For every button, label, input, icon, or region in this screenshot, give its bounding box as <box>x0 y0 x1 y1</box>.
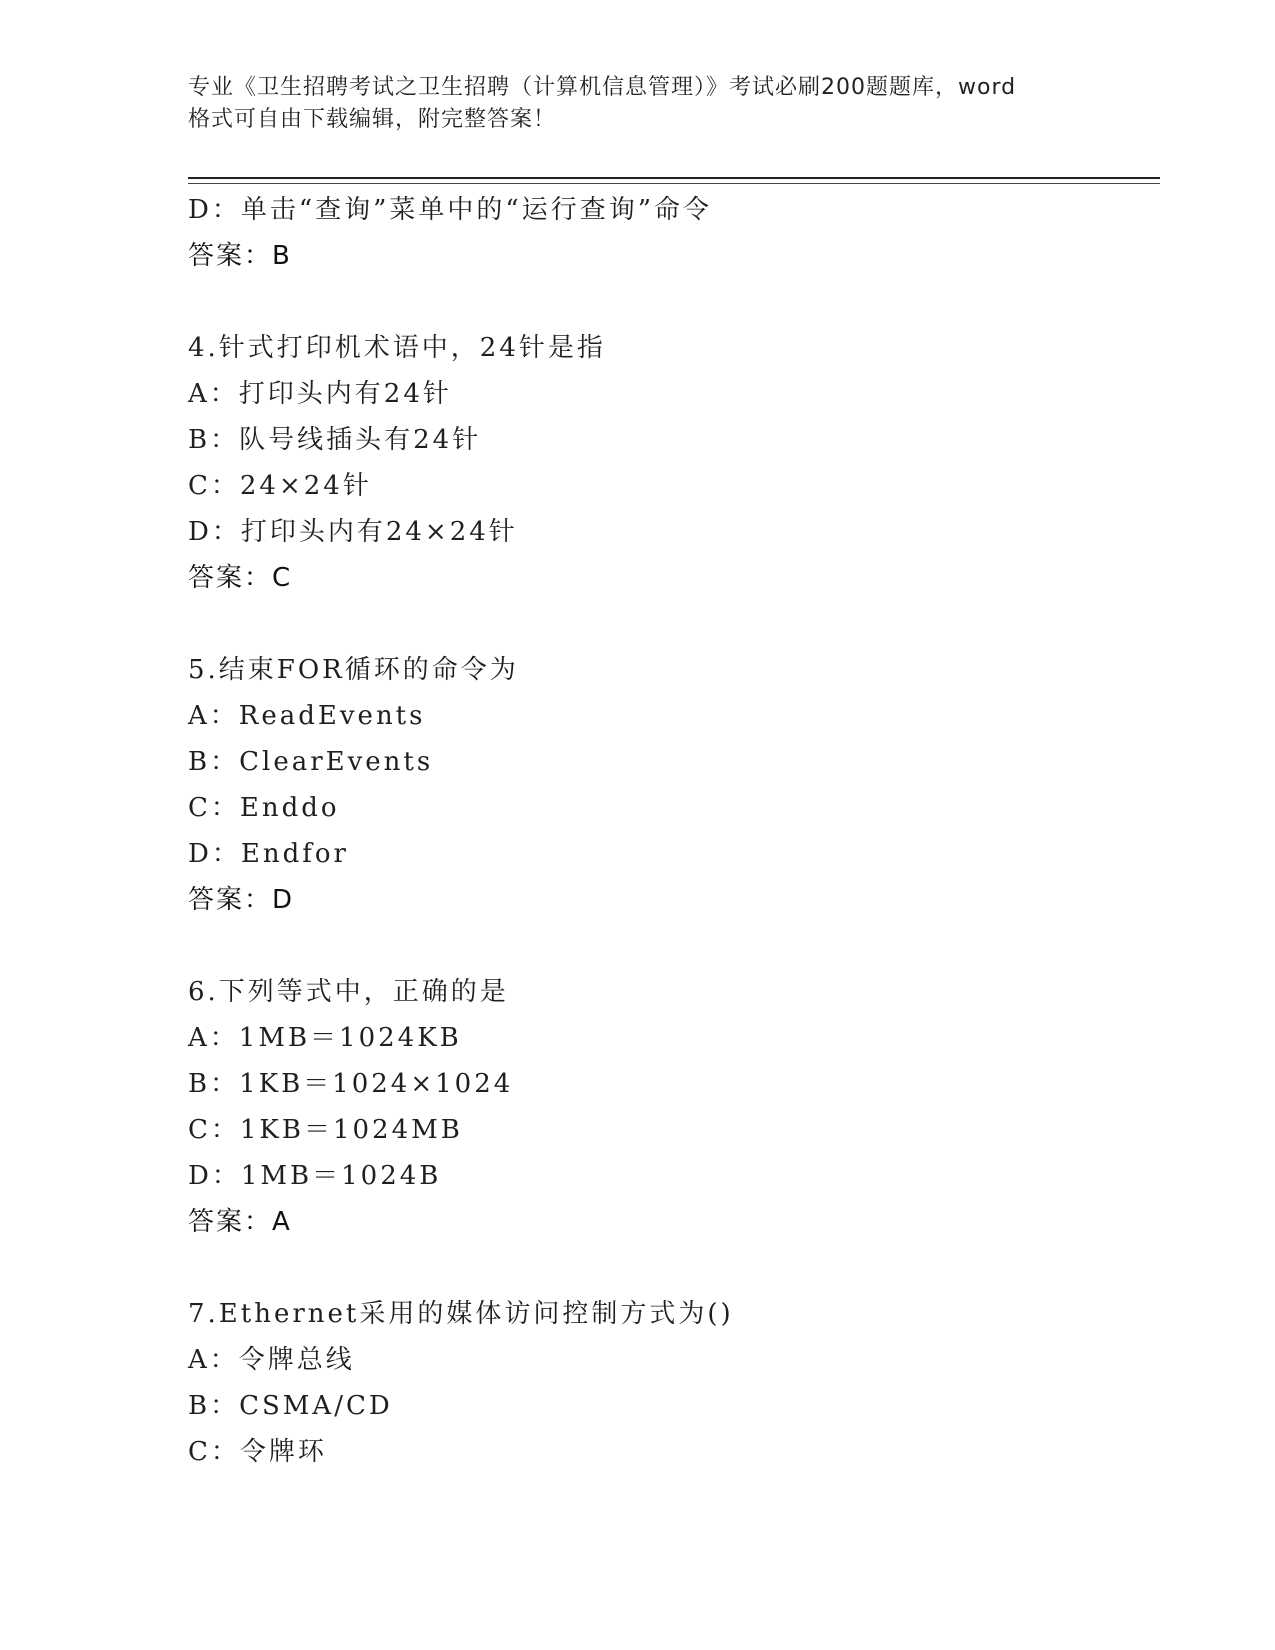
header-line-2: 格式可自由下载编辑，附完整答案！ <box>188 107 557 132</box>
header-line-1: 专业《卫生招聘考试之卫生招聘（计算机信息管理）》考试必刷200题题库，word <box>188 75 1017 100</box>
option-b: B：1KB＝1024×1024 <box>188 1069 514 1099</box>
option-c: C：24×24针 <box>188 471 372 501</box>
question-text: 4.针式打印机术语中，24针是指 <box>188 333 606 363</box>
option-d: D：1MB＝1024B <box>188 1161 442 1191</box>
document-header <box>188 72 1088 136</box>
question-text: 7.Ethernet采用的媒体访问控制方式为() <box>188 1299 734 1329</box>
option-b: B：队号线插头有24针 <box>188 425 482 455</box>
question-text: 5.结束FOR循环的命令为 <box>188 655 519 685</box>
option-a: A：打印头内有24针 <box>188 379 452 409</box>
header-divider-thick <box>188 177 1160 179</box>
question-5 <box>188 647 1160 923</box>
option-b: B：CSMA/CD <box>188 1391 393 1421</box>
option-c: C：1KB＝1024MB <box>188 1115 463 1145</box>
option-d: D：打印头内有24×24针 <box>188 517 518 547</box>
spacer <box>188 601 1160 647</box>
question-7 <box>188 1291 1160 1475</box>
option-a: A：ReadEvents <box>188 701 426 731</box>
spacer <box>188 923 1160 969</box>
question-list <box>188 187 1160 1475</box>
header-divider-thin <box>188 183 1160 184</box>
question-4 <box>188 325 1160 601</box>
option-c: C：Enddo <box>188 793 340 823</box>
spacer <box>188 1245 1160 1291</box>
option-a: A：1MB＝1024KB <box>188 1023 462 1053</box>
answer: 答案：B <box>188 241 292 271</box>
answer: 答案：C <box>188 563 293 593</box>
question-text: 6.下列等式中，正确的是 <box>188 977 509 1007</box>
spacer <box>188 279 1160 325</box>
option-b: B：ClearEvents <box>188 747 434 777</box>
option-d: D：单击“查询”菜单中的“运行查询”命令 <box>188 195 713 225</box>
option-d: D：Endfor <box>188 839 349 869</box>
answer: 答案：D <box>188 885 295 915</box>
question-6 <box>188 969 1160 1245</box>
answer: 答案：A <box>188 1207 292 1237</box>
question-3 <box>188 187 1160 279</box>
option-a: A：令牌总线 <box>188 1345 355 1375</box>
option-c: C：令牌环 <box>188 1437 327 1467</box>
